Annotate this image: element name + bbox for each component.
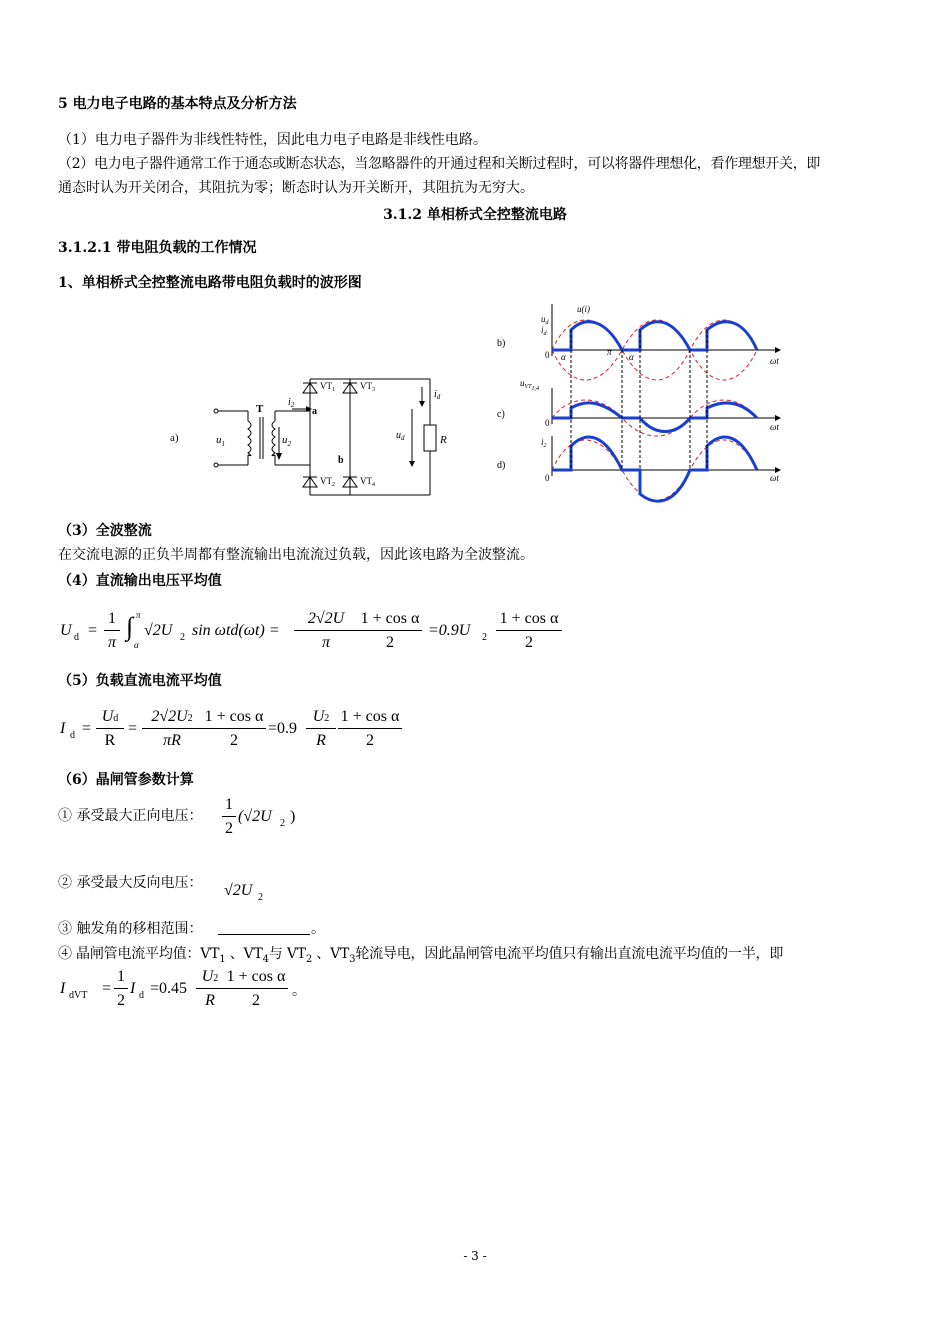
blank-line (218, 934, 310, 935)
wt-axis-b: ωt (770, 356, 779, 366)
node-b: b (338, 455, 344, 466)
punctuation: 。 (311, 921, 325, 937)
label-a: a) (170, 432, 179, 444)
wt-axis-c: ωt (770, 422, 779, 432)
paragraph: 在交流电源的正负半周都有整流输出电流流过负载，因此该电路为全波整流。 (58, 547, 534, 563)
subsection-heading: 3.1.2.1 带电阻负载的工作情况 (58, 240, 257, 256)
label-b: b) (497, 338, 506, 349)
equation-idvt: I dVT = 1 2 I d =0.45 U2 R 1 + cos α 2 。 (60, 968, 306, 1009)
alpha-1: α (561, 352, 566, 362)
node-a: a (312, 406, 317, 417)
section-title: 5 电力电子电路的基本特点及分析方法 (58, 96, 297, 112)
list-item: ② 承受最大反向电压： (58, 875, 203, 891)
wt-axis-d: ωt (770, 473, 779, 483)
alpha-2: α (629, 352, 634, 362)
page-number: - 3 - (463, 1249, 487, 1263)
section-title: （6）晶闸管参数计算 (58, 772, 194, 788)
ud-axis-label: $u_d$ (541, 314, 549, 326)
label-d: d) (497, 460, 506, 471)
paragraph: （1）电力电子器件为非线性特性，因此电力电子电路是非线性电路。 (58, 132, 487, 148)
paragraph: 通态时认为开关闭合，其阻抗为零；断态时认为开关断开，其阻抗为无穷大。 (58, 180, 534, 196)
zero-d: 0 (545, 473, 550, 483)
zero-b: 0 (545, 350, 550, 360)
paragraph: （2）电力电子器件通常工作于通态或断态状态，当忽略器件的开通过程和关断过程时，可以将器件理想化，看作理想开关，即 (58, 156, 821, 172)
uvt-axis-label: $u_{VT1,4}$ (520, 378, 540, 392)
i2-label: $i_2$ (288, 397, 295, 409)
label-c: c) (497, 409, 505, 420)
list-item: ③ 触发角的移相范围： (58, 921, 203, 937)
section-heading: 3.1.2 单相桥式全控整流电路 (383, 207, 567, 223)
list-item: ④ 晶闸管电流平均值：$VT_1$ 、$VT_4$与 $VT_2$ 、$VT_3$轮流导电，因此晶闸管电流平均值只有输出直流电流平均值的一半，即 (58, 946, 784, 965)
ud-label: $u_d$ (396, 430, 405, 442)
id-label: $i_d$ (434, 389, 441, 401)
vt1-label: $VT_1$ (320, 381, 335, 393)
section-title: （3）全波整流 (58, 523, 152, 539)
max-forward-voltage: 1 2 (√2U 2 ) (222, 796, 312, 840)
section-title: （4）直流输出电压平均值 (58, 573, 222, 589)
i2-axis-label: $i_2$ (541, 437, 547, 449)
u1-label: $u_1$ (216, 434, 225, 448)
transformer-label: T (256, 403, 264, 415)
waveform-diagram (495, 300, 790, 505)
max-reverse-voltage: √2U 2 (224, 882, 263, 903)
top-label: u(i) (577, 304, 590, 314)
equation-ud: U d = 1 π ∫ π α √2U 2 sin ωtd(ωt) = 2√2U π 1 + cos α 2 =0.9U 2 1 + cos α 2 (58, 610, 578, 654)
id-axis-label: $i_d$ (541, 325, 547, 337)
list-item-title: 1、单相桥式全控整流电路带电阻负载时的波形图 (58, 275, 362, 291)
circuit-diagram (160, 365, 460, 505)
vt2-label: $VT_2$ (320, 476, 335, 488)
pi-label: π (607, 347, 612, 357)
resistor-label: R (440, 434, 447, 446)
zero-c: 0 (545, 418, 550, 428)
vt3-label: $VT_3$ (360, 381, 375, 393)
list-item: ① 承受最大正向电压： (58, 808, 203, 824)
vt4-label: $VT_4$ (360, 476, 375, 488)
u2-label: $u_2$ (282, 434, 291, 448)
section-title: （5）负载直流电流平均值 (58, 673, 222, 689)
equation-id: I d = Ud R = 2√2U2 πR 1 + cos α 2 =0.9 U2 R 1 + cos α 2 (58, 708, 418, 752)
